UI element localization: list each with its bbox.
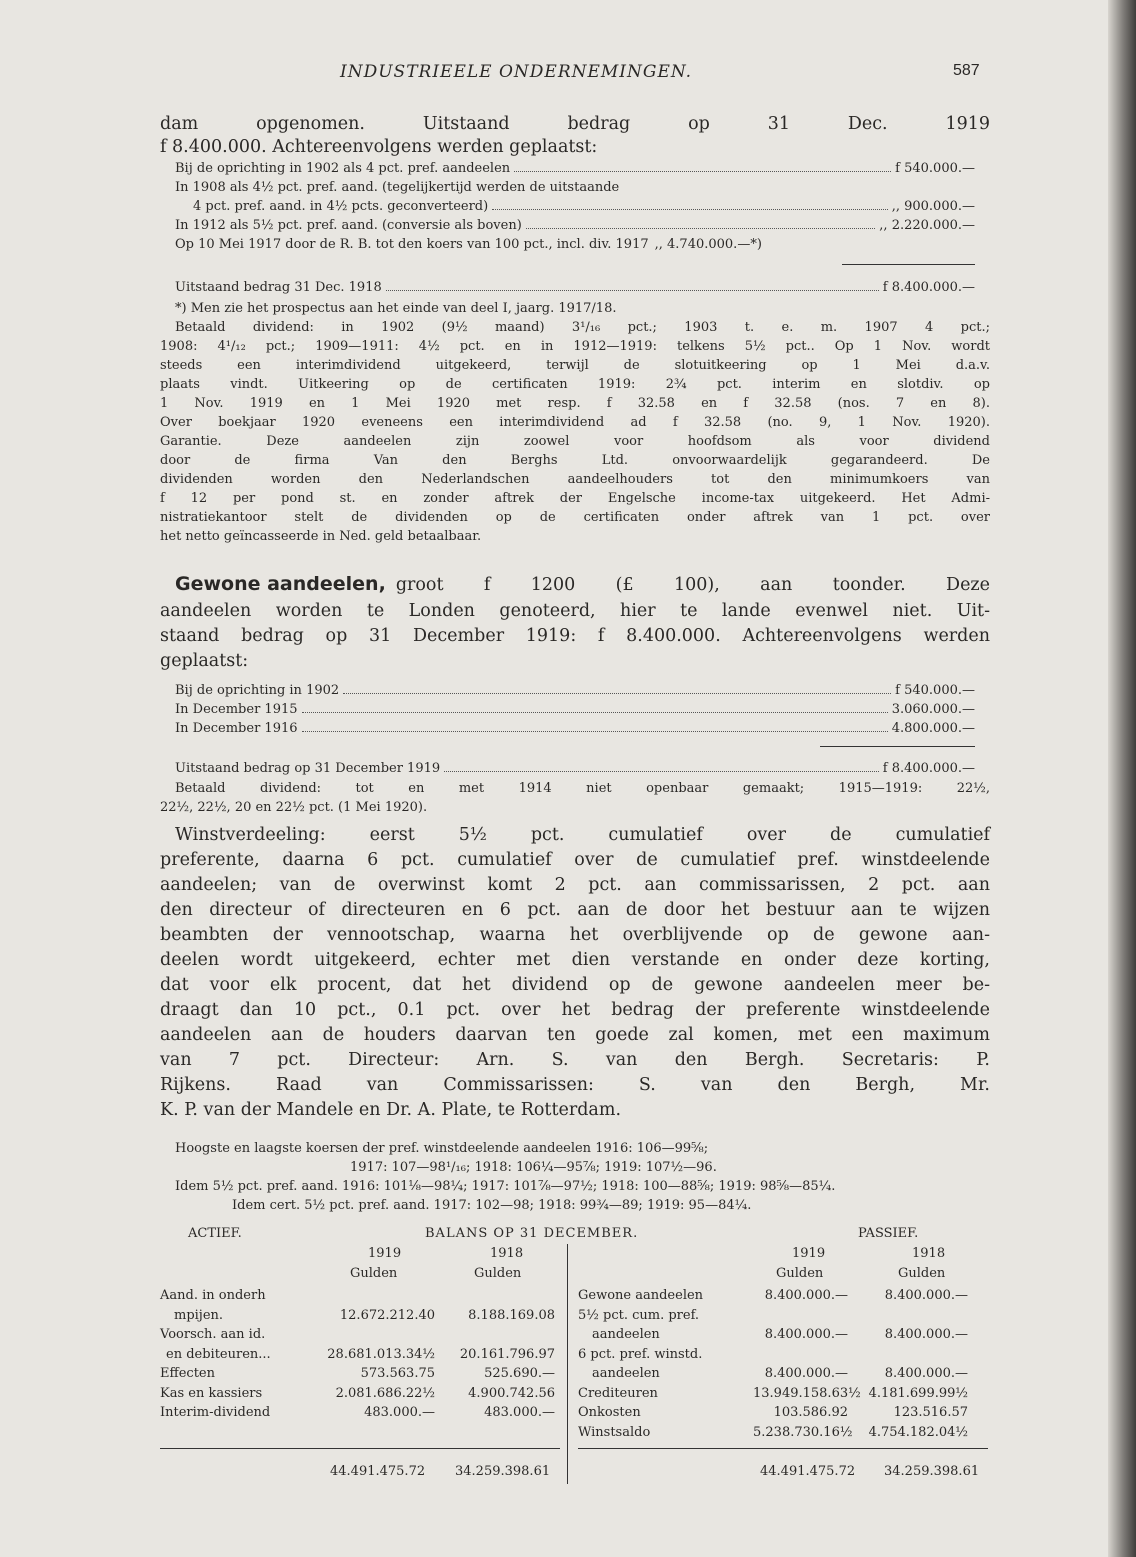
value-1918: 4.754.182.04½ [868, 1424, 968, 1440]
row-label: aandeelen [592, 1327, 660, 1342]
actief-table [160, 1286, 560, 1423]
issue-row [175, 178, 975, 197]
passief-row [578, 1286, 988, 1306]
text-line: geplaatst: [160, 651, 249, 671]
passief-total-1918: 34.259.398.61 [884, 1464, 980, 1479]
text-line: f 12 per pond st. en zonder aftrek der Engelsche income-tax uitgekeerd. Het Admi- [160, 491, 990, 506]
actief-total-1919: 44.491.475.72 [330, 1464, 426, 1479]
gewone-first-line [175, 572, 990, 598]
text-line: preferente, daarna 6 pct. cumulatief over de cumulatief pref. winstdeelende [160, 850, 990, 870]
footnote: *) Men zie het prospectus aan het einde van deel I, jaarg. 1917/18. [175, 301, 617, 316]
actief-row [160, 1403, 560, 1423]
text-line: Betaald dividend: tot en met 1914 niet openbaar gemaakt; 1915—1919: 22½, [175, 781, 990, 796]
text-line: Hoogste en laagste koersen der pref. winstdeelende aandeelen 1916: 106—99⅝; [175, 1141, 709, 1156]
total-rule [578, 1448, 988, 1449]
text-line: groot f 1200 (£ 100), aan toonder. Deze [395, 575, 990, 595]
gewone-dividend [160, 779, 990, 817]
sum-rule [820, 746, 975, 747]
text-line: aandeelen; van de overwinst komt 2 pct. aan commissarissen, 2 pct. aan [160, 875, 990, 895]
issue-value: f 540.000.— [895, 683, 975, 698]
actief-row [160, 1306, 560, 1326]
balance-title: BALANS OP 31 DECEMBER. [425, 1226, 639, 1241]
row-label: Interim-dividend [160, 1405, 271, 1420]
year-header: 1919 [792, 1246, 826, 1261]
text-line: draagt dan 10 pct., 0.1 pct. over het bedrag der preferente winstdeelende [160, 1000, 990, 1020]
text-line: nistratiekantoor stelt de dividenden op de certificaten onder aftrek van 1 pct. over [160, 510, 990, 525]
issue-row [175, 197, 975, 216]
row-label: Gewone aandeelen [578, 1288, 704, 1303]
value-1918: 8.400.000.— [884, 1327, 968, 1342]
unit-header: Gulden [474, 1266, 522, 1281]
winstverdeeling-paragraph [160, 823, 990, 1123]
text-line: den directeur of directeuren en 6 pct. aan de door het bestuur aan te wijzen [160, 900, 990, 920]
value-1918: 8.188.169.08 [468, 1307, 555, 1323]
issue-label: In December 1915 [175, 702, 298, 717]
passief-row [578, 1423, 988, 1443]
pref-issues-list [175, 159, 975, 254]
issue-row [175, 700, 975, 719]
actief-total-1918: 34.259.398.61 [455, 1464, 551, 1479]
text-line: 22½, 22½, 20 en 22½ pct. (1 Mei 1920). [160, 800, 428, 815]
value-1918: 483.000.— [484, 1405, 555, 1420]
issue-value: ,, 900.000.— [891, 199, 975, 214]
pref-dividend-paragraph [160, 299, 990, 546]
passief-row [578, 1384, 988, 1404]
sum-rule [842, 264, 975, 265]
actief-row [160, 1345, 560, 1365]
value-1919: 103.586.92 [773, 1405, 848, 1420]
outstanding-label: Uitstaand bedrag 31 Dec. 1918 [175, 280, 382, 295]
issue-label: Bij de oprichting in 1902 [175, 683, 340, 698]
text-line: beambten der vennootschap, waarna het overblijvende op de gewone aan- [160, 925, 990, 945]
issue-row [175, 159, 975, 178]
passief-row [578, 1364, 988, 1384]
section-heading: Gewone aandeelen, [175, 573, 386, 595]
value-1919: 573.563.75 [360, 1366, 435, 1381]
issue-row [175, 719, 975, 738]
year-header: 1918 [490, 1246, 524, 1261]
koersen-block [160, 1139, 990, 1215]
issue-row [175, 235, 975, 254]
text-line: deelen wordt uitgekeerd, echter met dien verstande en onder deze korting, [160, 950, 990, 970]
value-1918: 123.516.57 [893, 1405, 968, 1420]
text-line: van 7 pct. Directeur: Arn. S. van den Bergh. Secretaris: P. [160, 1050, 990, 1070]
row-label: Effecten [160, 1366, 215, 1381]
value-1918: 4.181.699.99½ [868, 1385, 968, 1401]
outstanding-value: f 8.400.000.— [882, 280, 975, 295]
value-1918: 8.400.000.— [884, 1288, 968, 1303]
row-label: Winstsaldo [578, 1424, 651, 1440]
text-line: dividenden worden den Nederlandschen aandeelhouders tot den minimumkoers van [160, 472, 990, 487]
intro-line-1: dam opgenomen. Uitstaand bedrag op 31 Dec. 1919 [160, 114, 990, 134]
text-line: door de firma Van den Berghs Ltd. onvoorwaardelijk gegarandeerd. De [160, 453, 990, 468]
text-line: staand bedrag op 31 December 1919: f 8.400.000. Achtereenvolgens werden [160, 626, 990, 646]
row-label: Onkosten [578, 1405, 641, 1420]
actief-row [160, 1364, 560, 1384]
value-1919: 12.672.212.40 [339, 1307, 435, 1323]
text-line: Garantie. Deze aandeelen zijn zoowel voor hoofdsom als voor dividend [160, 434, 990, 449]
text-line: Idem 5½ pct. pref. aand. 1916: 101⅛—98¼; 1917: 101⅞—97½; 1918: 100—88⅝; 1919: 98⅝—85¼. [175, 1179, 836, 1194]
passief-total-1919: 44.491.475.72 [760, 1464, 856, 1479]
actief-row [160, 1384, 560, 1404]
value-1919: 28.681.013.34½ [327, 1346, 435, 1362]
total-rule [160, 1448, 560, 1449]
value-1918: 4.900.742.56 [468, 1385, 555, 1401]
text-line: 1917: 107—98¹/₁₆; 1918: 106¼—95⅞; 1919: 107½—96. [350, 1160, 717, 1175]
issue-label: In December 1916 [175, 721, 298, 736]
issue-value: 3.060.000.— [891, 702, 975, 717]
outstanding-value: f 8.400.000.— [882, 761, 975, 776]
value-1918: 20.161.796.97 [459, 1346, 555, 1362]
outstanding-row [175, 278, 975, 297]
issue-label: Op 10 Mei 1917 door de R. B. tot den koers van 100 pct., incl. div. 1917 [175, 237, 649, 252]
row-label: mpijen. [174, 1307, 224, 1323]
unit-header: Gulden [898, 1266, 946, 1281]
passief-row-label: 5½ pct. cum. pref. [578, 1307, 700, 1323]
gewone-issues-list [175, 681, 975, 738]
value-1919: 13.949.158.63½ [753, 1385, 861, 1401]
text-line: K. P. van der Mandele en Dr. A. Plate, te Rotterdam. [160, 1100, 622, 1120]
text-line: dat voor elk procent, dat het dividend op de gewone aandeelen meer be- [160, 975, 990, 995]
issue-label: 4 pct. pref. aand. in 4½ pcts. geconverteerd) [193, 199, 489, 214]
year-header: 1919 [368, 1246, 402, 1261]
text-line: aandeelen aan de houders daarvan ten goede zal komen, met een maximum [160, 1025, 990, 1045]
actief-row-label: Voorsch. aan id. [160, 1327, 266, 1342]
value-1919: 8.400.000.— [764, 1327, 848, 1342]
text-line: Betaald dividend: in 1902 (9½ maand) 3¹/₁₆ pct.; 1903 t. e. m. 1907 4 pct.; [175, 320, 990, 335]
passief-row [578, 1325, 988, 1345]
value-1919: 5.238.730.16½ [753, 1424, 853, 1440]
issue-label: In 1912 als 5½ pct. pref. aand. (conversie als boven) [175, 218, 522, 233]
book-gutter-shadow [1108, 0, 1136, 1557]
issue-value: f 540.000.— [895, 161, 975, 176]
passief-row-label: 6 pct. pref. winstd. [578, 1346, 703, 1362]
issue-value: ,, 4.740.000.—*) [654, 237, 762, 252]
value-1919: 2.081.686.22½ [335, 1385, 435, 1401]
intro-line-2: f 8.400.000. Achtereenvolgens werden geplaatst: [160, 137, 598, 157]
value-1918: 8.400.000.— [884, 1366, 968, 1381]
unit-header: Gulden [776, 1266, 824, 1281]
text-line: Rijkens. Raad van Commissarissen: S. van den Bergh, Mr. [160, 1075, 990, 1095]
row-label: en debiteuren... [166, 1346, 271, 1362]
row-label: Crediteuren [578, 1385, 658, 1401]
value-1918: 525.690.— [484, 1366, 555, 1381]
text-line: plaats vindt. Uitkeering op de certificaten 1919: 2¾ pct. interim en slotdiv. op [160, 377, 990, 392]
issue-row [175, 681, 975, 700]
text-line: aandeelen worden te Londen genoteerd, hier te lande evenwel niet. Uit- [160, 601, 990, 621]
value-1919: 8.400.000.— [764, 1366, 848, 1381]
text-line: het netto geïncasseerde in Ned. geld betaalbaar. [160, 529, 482, 544]
passief-label: PASSIEF. [858, 1226, 919, 1241]
page-number: 587 [953, 62, 980, 79]
issue-label: Bij de oprichting in 1902 als 4 pct. pref. aandeelen [175, 161, 511, 176]
gewone-paragraph [160, 599, 990, 674]
issue-row [175, 216, 975, 235]
row-label: Kas en kassiers [160, 1385, 263, 1401]
issue-value: 4.800.000.— [891, 721, 975, 736]
row-label: aandeelen [592, 1366, 660, 1381]
issue-value: ,, 2.220.000.— [879, 218, 975, 233]
text-line: 1908: 4¹/₁₂ pct.; 1909—1911: 4½ pct. en in 1912—1919: telkens 5½ pct.. Op 1 Nov. wordt [160, 339, 990, 354]
text-line: Winstverdeeling: eerst 5½ pct. cumulatief over de cumulatief [175, 825, 990, 845]
text-line: 1 Nov. 1919 en 1 Mei 1920 met resp. f 32.58 en f 32.58 (nos. 7 en 8). [160, 396, 990, 411]
year-header: 1918 [912, 1246, 946, 1261]
unit-header: Gulden [350, 1266, 398, 1281]
issue-label: In 1908 als 4½ pct. pref. aand. (tegelijkertijd werden de uitstaande [175, 180, 620, 195]
actief-row-label: Aand. in onderh [160, 1288, 266, 1303]
passief-table [578, 1286, 988, 1442]
text-line: Over boekjaar 1920 eveneens een interimdividend ad f 32.58 (no. 9, 1 Nov. 1920). [160, 415, 990, 430]
gewone-outstanding-row [175, 759, 975, 778]
passief-row [578, 1403, 988, 1423]
running-header: INDUSTRIEELE ONDERNEMINGEN. [340, 62, 693, 82]
value-1919: 483.000.— [364, 1405, 435, 1420]
actief-label: ACTIEF. [188, 1226, 242, 1241]
balance-divider [567, 1244, 568, 1484]
text-line: steeds een interimdividend uitgekeerd, terwijl de slotuitkeering op 1 Mei d.a.v. [160, 358, 990, 373]
text-line: Idem cert. 5½ pct. pref. aand. 1917: 102—98; 1918: 99¾—89; 1919: 95—84¼. [232, 1198, 752, 1213]
value-1919: 8.400.000.— [764, 1288, 848, 1303]
outstanding-label: Uitstaand bedrag op 31 December 1919 [175, 761, 441, 776]
